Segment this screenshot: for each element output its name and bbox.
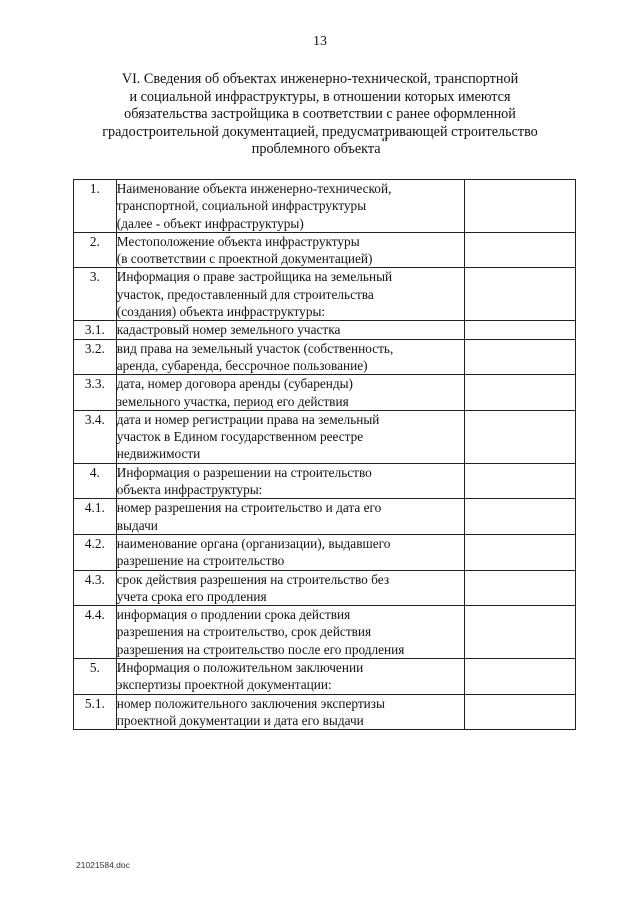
- row-description-line: наименование органа (организации), выдавшего: [116, 535, 391, 551]
- row-value-cell: [465, 339, 576, 375]
- row-value-cell: [465, 694, 576, 730]
- row-description-line: выдачи: [116, 517, 158, 533]
- row-number-cell: 4.3.: [74, 570, 117, 606]
- footer-filename: 21021584.doc: [76, 860, 130, 870]
- row-description-line: экспертизы проектной документации:: [116, 677, 332, 693]
- row-description-cell: [116, 499, 464, 535]
- table-row: [74, 339, 576, 375]
- row-description-line: кадастровый номер земельного участка: [116, 322, 341, 338]
- row-description-cell: [116, 180, 464, 233]
- section-title-line-last: [70, 135, 570, 159]
- table-row: [74, 694, 576, 730]
- table-row: [74, 463, 576, 499]
- table-row: [74, 659, 576, 695]
- row-description-line: (в соответствии с проектной документацией): [116, 251, 373, 267]
- row-description-line: вид права на земельный участок (собственность,: [116, 340, 394, 356]
- section-title-line: градостроительной документацией, предусматривающей строительство: [102, 123, 538, 140]
- row-description-line: разрешения на строительство, срок действия: [116, 624, 372, 640]
- closing-quote-mark: “: [381, 135, 389, 152]
- row-number-cell: 3.2.: [74, 339, 117, 375]
- row-number-cell: 3.1.: [74, 321, 117, 339]
- row-value-cell: [465, 410, 576, 463]
- row-number-cell: 3.3.: [74, 375, 117, 411]
- row-description-cell: [116, 268, 464, 321]
- row-description-line: номер положительного заключения экспертизы: [116, 695, 385, 711]
- row-value-cell: [465, 268, 576, 321]
- row-description-cell: [116, 339, 464, 375]
- row-description-cell: [116, 534, 464, 570]
- table-row: [74, 321, 576, 339]
- table-row: [74, 232, 576, 268]
- section-title-line-text: проблемного объекта: [251, 141, 381, 158]
- row-description-line: транспортной, социальной инфраструктуры: [116, 198, 367, 214]
- row-number-cell: 4.2.: [74, 534, 117, 570]
- row-description-line: Информация о разрешении на строительство: [116, 464, 372, 480]
- row-description-line: учета срока его продления: [116, 588, 267, 604]
- row-number-cell: 1.: [74, 180, 117, 233]
- section-title-line: и социальной инфраструктуры, в отношении которых имеются: [129, 88, 511, 105]
- table-row: [74, 268, 576, 321]
- row-description-cell: [116, 570, 464, 606]
- table-row: [74, 606, 576, 659]
- row-number-cell: 3.4.: [74, 410, 117, 463]
- row-description-line: (далее - объект инфраструктуры): [116, 215, 304, 231]
- row-description-line: проектной документации и дата его выдачи: [116, 712, 364, 728]
- table-row: [74, 499, 576, 535]
- row-value-cell: [465, 570, 576, 606]
- row-number-cell: 3.: [74, 268, 117, 321]
- table-body: [74, 180, 576, 730]
- row-description-line: дата, номер договора аренды (субаренды): [116, 376, 353, 392]
- row-number-cell: 4.4.: [74, 606, 117, 659]
- row-value-cell: [465, 180, 576, 233]
- row-description-line: аренда, субаренда, бессрочное пользование): [116, 357, 368, 373]
- row-description-line: (создания) объекта инфраструктуры:: [116, 304, 326, 320]
- infrastructure-table: [73, 179, 576, 730]
- table-row: [74, 410, 576, 463]
- table-row: [74, 375, 576, 411]
- row-value-cell: [465, 463, 576, 499]
- row-description-line: земельного участка, период его действия: [116, 393, 349, 409]
- row-description-line: Наименование объекта инженерно-технической,: [116, 181, 392, 196]
- row-description-line: разрешение на строительство: [116, 553, 285, 569]
- row-value-cell: [465, 659, 576, 695]
- row-description-cell: [116, 375, 464, 411]
- row-value-cell: [465, 232, 576, 268]
- section-title-line: обязательства застройщика в соответствии с ранее оформленной: [124, 106, 516, 123]
- row-value-cell: [465, 321, 576, 339]
- row-description-line: дата и номер регистрации права на земельный: [116, 411, 380, 427]
- row-description-cell: [116, 606, 464, 659]
- row-description-line: участок, предоставленный для строительства: [116, 286, 374, 302]
- table-row: [74, 534, 576, 570]
- page-number: 13: [313, 34, 327, 49]
- row-description-line: участок в Едином государственном реестре: [116, 429, 364, 445]
- row-number-cell: 5.1.: [74, 694, 117, 730]
- row-description-cell: [116, 232, 464, 268]
- row-description-line: недвижимости: [116, 446, 201, 462]
- table-row: [74, 180, 576, 233]
- row-description-cell: [116, 321, 464, 339]
- section-title: [70, 71, 570, 159]
- row-value-cell: [465, 375, 576, 411]
- row-description-line: разрешения на строительство после его продления: [116, 641, 405, 657]
- row-number-cell: 4.: [74, 463, 117, 499]
- row-description-line: Информация о праве застройщика на земельный: [116, 269, 393, 285]
- row-description-cell: [116, 659, 464, 695]
- row-number-cell: 4.1.: [74, 499, 117, 535]
- row-description-line: срок действия разрешения на строительство без: [116, 571, 390, 587]
- row-description-cell: [116, 463, 464, 499]
- row-description-line: Информация о положительном заключении: [116, 660, 364, 676]
- row-description-line: информация о продлении срока действия: [116, 607, 351, 623]
- row-value-cell: [465, 606, 576, 659]
- table-row: [74, 570, 576, 606]
- row-number-cell: 5.: [74, 659, 117, 695]
- row-number-cell: 2.: [74, 232, 117, 268]
- row-value-cell: [465, 534, 576, 570]
- row-description-line: объекта инфраструктуры:: [116, 482, 263, 498]
- row-description-cell: [116, 410, 464, 463]
- section-title-line: VI. Сведения об объектах инженерно-технической, транспортной: [121, 71, 519, 87]
- row-description-line: Местоположение объекта инфраструктуры: [116, 233, 360, 249]
- row-value-cell: [465, 499, 576, 535]
- row-description-cell: [116, 694, 464, 730]
- row-description-line: номер разрешения на строительство и дата его: [116, 500, 382, 516]
